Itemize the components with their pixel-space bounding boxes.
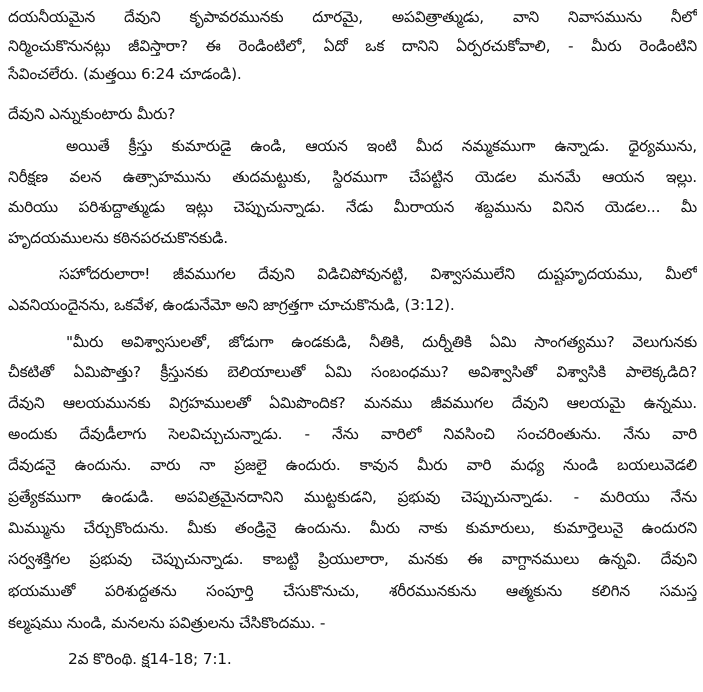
quote-line-5: దేవుడనై ఉందును. వారు నా ప్రజలై ఉందురు. కావున మీరు వారి మధ్య నుండి బయలువెడలి xyxy=(8,456,697,474)
paragraph-1-line-1: అయితే క్రీస్తు కుమారుడై ఉండి, ఆయన ఇంటి మీద నమ్మకముగా ఉన్నాడు. ధైర్యమును, xyxy=(66,137,697,155)
paragraph-2-line-1: సహోదరులారా! జీవముగల దేవుని విడిచిపోవునట్టి, విశ్వాసములేని దుష్టహృదయము, మీలో xyxy=(59,265,697,283)
quote-line-10: కల్మషము నుండి, మనలను పవిత్రులను చేసికొందము. - xyxy=(8,614,326,632)
paragraph-1-line-3: మరియు పరిశుద్ధాత్ముడు ఇట్లు చెప్పుచున్నాడు. నేడు మీరాయన శబ్దమును వినిన యెడల... మీ xyxy=(8,198,697,216)
text-line-1: దయనీయమైన దేవుని కృపావరమునకు దూరమై, అపవిత్రాత్ముడు, వాని నివాసమును నీలో xyxy=(8,8,697,26)
text-line-3: సేవించలేరు. (మత్తయి 6:24 చూడండి). xyxy=(8,65,242,83)
text-line-2: నిర్మించుకొనునట్లు జీవిస్తారా? ఈ రెండింటిలో, ఏదో ఒక దానిని ఏర్పరచుకోవాలి, - మీరు రెండింటిని xyxy=(8,37,697,55)
quote-line-2: చీకటితో ఏమిపొత్తు? క్రీస్తునకు బెలియాలుతో ఏమి సంబంధము? అవిశ్వాసితో విశ్వాసికి పాలెక్కడిది? xyxy=(8,363,697,381)
scripture-reference: 2వ కొరింథి. క్ష14-18; 7:1. xyxy=(68,650,232,668)
paragraph-2-line-2: ఎవనియందైనను, ఒకవేళ, ఉండునేమో అని జాగ్రత్తగా చూచుకొనుడి, (3:12). xyxy=(8,296,455,314)
quote-line-7: మిమ్మును చేర్చుకొందును. మీకు తండ్రినై ఉందును. మీరు నాకు కుమారులు, కుమార్తెలునై ఉందురని xyxy=(8,519,697,537)
quote-line-4: అందుకు దేవుడీలాగు సెలవిచ్చుచున్నాడు. - నేను వారిలో నివసించి సంచరింతును. నేను వారి xyxy=(8,425,697,443)
paragraph-1-line-2: నిరీక్షణ వలన ఉత్సాహమును తుదమట్టుకు, స్థిరముగా చేపట్టిన యెడల మనమే ఆయన ఇల్లు. xyxy=(8,168,697,186)
quote-line-3: దేవుని ఆలయమునకు విగ్రహములతో ఏమిపొందిక? మనము జీవముగల దేవుని ఆలయమై ఉన్నము. xyxy=(8,394,697,412)
quote-line-6: ప్రత్యేకముగా ఉండుడి. అపవిత్రమైనదానిని ముట్టకుడని, ప్రభువు చెప్పుచున్నాడు. - మరియు నేను xyxy=(8,488,697,506)
quote-line-9: భయముతో పరిశుద్ధతను సంపూర్తి చేసుకొనుచు, శరీరమునకును ఆత్మకును కలిగిన సమస్త xyxy=(8,582,697,600)
quote-line-1: "మీరు అవిశ్వాసులతో, జోడుగా ఉండకుడి, నీతికి, దుర్నీతికి ఏమి సాంగత్యము? వెలుగునకు xyxy=(66,333,697,351)
section-question: దేవుని ఎన్నుకుంటారు మీరు? xyxy=(8,105,176,123)
paragraph-1-line-4: హృదయములను కఠినపరచుకొనకుడి. xyxy=(8,229,228,247)
quote-line-8: సర్వశక్తిగల ప్రభువు చెప్పుచున్నాడు. కాబట్టి ప్రియులారా, మనకు ఈ వాగ్దానములు ఉన్నవి. దేవుని xyxy=(8,550,697,568)
